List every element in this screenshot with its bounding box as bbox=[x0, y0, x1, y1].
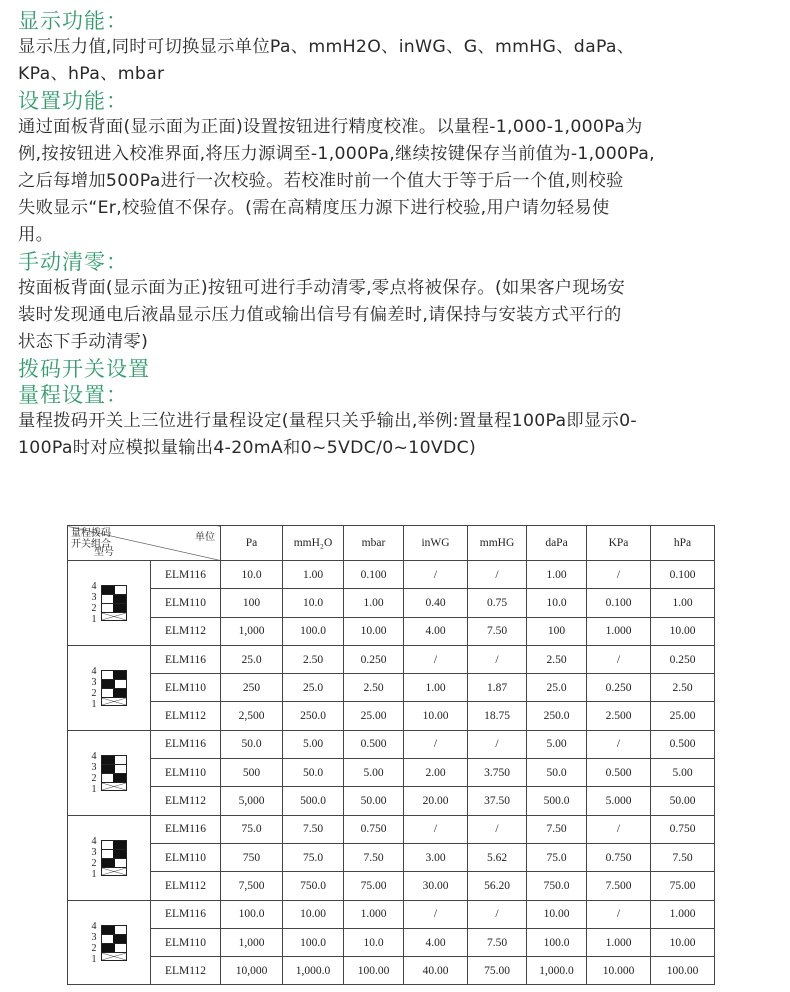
table-row bbox=[68, 900, 715, 928]
model-cell: ELM110 bbox=[151, 589, 221, 617]
switch-knob bbox=[102, 859, 115, 867]
value-cell: 1.000 bbox=[651, 900, 715, 928]
table-row bbox=[68, 589, 715, 617]
switch-knob bbox=[113, 841, 126, 849]
switch-toggle-box bbox=[101, 764, 127, 773]
value-cell: 50.0 bbox=[221, 730, 283, 758]
value-cell: 75.0 bbox=[527, 843, 587, 871]
corner-left-top: 量程拨码 bbox=[71, 528, 111, 539]
value-cell: 1.87 bbox=[468, 674, 527, 702]
table-row bbox=[68, 561, 715, 589]
value-cell: 40.00 bbox=[404, 957, 468, 985]
value-cell: / bbox=[587, 730, 651, 758]
value-cell: 0.500 bbox=[587, 759, 651, 787]
dip-switch-diagram bbox=[68, 836, 150, 880]
section-heading: 设置功能： bbox=[18, 89, 128, 113]
table-row bbox=[68, 702, 715, 730]
value-cell: 1.00 bbox=[651, 589, 715, 617]
value-cell: / bbox=[404, 815, 468, 843]
switch-knob bbox=[113, 774, 126, 782]
switch-position-number: 4 bbox=[91, 750, 97, 762]
model-cell: ELM116 bbox=[151, 815, 221, 843]
switch-boxes bbox=[101, 840, 127, 876]
value-cell: 100.00 bbox=[344, 957, 404, 985]
value-cell: / bbox=[468, 561, 527, 589]
switch-position-number: 4 bbox=[91, 835, 97, 847]
value-cell: 25.00 bbox=[651, 702, 715, 730]
value-cell: 56.20 bbox=[468, 872, 527, 900]
dip-switch-diagram bbox=[68, 921, 150, 965]
paragraph-line: 状态下手动清零) bbox=[18, 332, 149, 352]
value-cell: 1.000 bbox=[344, 900, 404, 928]
value-cell: 750.0 bbox=[283, 872, 344, 900]
value-cell: 50.00 bbox=[651, 787, 715, 815]
column-header: daPa bbox=[527, 526, 587, 561]
switch-position-numbers bbox=[92, 836, 97, 880]
value-cell: 1.00 bbox=[527, 561, 587, 589]
value-cell: 7.50 bbox=[468, 928, 527, 956]
value-cell: 750.0 bbox=[527, 872, 587, 900]
value-cell: 25.0 bbox=[221, 645, 283, 673]
switch-position-number: 4 bbox=[91, 665, 97, 677]
switch-toggle-box bbox=[101, 594, 127, 603]
switch-boxes bbox=[101, 585, 127, 621]
column-header: inWG bbox=[404, 526, 468, 561]
switch-position-number: 3 bbox=[91, 846, 97, 858]
switch-position-number: 1 bbox=[91, 613, 97, 625]
value-cell: 5.000 bbox=[587, 787, 651, 815]
value-cell: 100 bbox=[221, 589, 283, 617]
value-cell: 100 bbox=[527, 617, 587, 645]
value-cell: 750 bbox=[221, 843, 283, 871]
value-cell: 10.000 bbox=[587, 957, 651, 985]
switch-knob bbox=[113, 935, 126, 943]
model-cell: ELM112 bbox=[151, 872, 221, 900]
value-cell: 4.00 bbox=[404, 617, 468, 645]
table-row bbox=[68, 674, 715, 702]
column-header: hPa bbox=[651, 526, 715, 561]
dip-switch-diagram bbox=[68, 666, 150, 710]
model-cell: ELM112 bbox=[151, 787, 221, 815]
model-cell: ELM110 bbox=[151, 843, 221, 871]
value-cell: / bbox=[587, 900, 651, 928]
value-cell: 100.0 bbox=[283, 617, 344, 645]
value-cell: 5,000 bbox=[221, 787, 283, 815]
section-heading: 拨码开关设置 bbox=[18, 357, 150, 381]
value-cell: 10.0 bbox=[344, 928, 404, 956]
switch-position-number: 1 bbox=[91, 868, 97, 880]
value-cell: 0.500 bbox=[344, 730, 404, 758]
section-heading: 手动清零： bbox=[18, 250, 128, 274]
switch-toggle-box bbox=[101, 840, 127, 849]
value-cell: 2.00 bbox=[404, 759, 468, 787]
switch-position-number: 3 bbox=[91, 591, 97, 603]
switch-position-number: 3 bbox=[91, 676, 97, 688]
switch-toggle-box bbox=[101, 849, 127, 858]
table-header-row bbox=[68, 526, 715, 561]
table-row bbox=[68, 815, 715, 843]
switch-knob bbox=[113, 604, 126, 612]
value-cell: 50.00 bbox=[344, 787, 404, 815]
value-cell: 0.750 bbox=[587, 843, 651, 871]
column-header: mmHG bbox=[468, 526, 527, 561]
paragraph-line: 显示压力值,同时可切换显示单位Pa、mmH2O、inWG、G、mmHG、daPa、 bbox=[18, 37, 635, 57]
switch-unused-box bbox=[101, 952, 127, 961]
model-cell: ELM116 bbox=[151, 561, 221, 589]
value-cell: 75.0 bbox=[221, 815, 283, 843]
switch-position-numbers bbox=[92, 921, 97, 965]
switch-position-number: 2 bbox=[91, 602, 97, 614]
switch-boxes bbox=[101, 755, 127, 791]
value-cell: / bbox=[587, 645, 651, 673]
value-cell: 25.0 bbox=[527, 674, 587, 702]
value-cell: 0.250 bbox=[344, 645, 404, 673]
value-cell: 4.00 bbox=[404, 928, 468, 956]
value-cell: 10,000 bbox=[221, 957, 283, 985]
model-cell: ELM112 bbox=[151, 702, 221, 730]
value-cell: 0.250 bbox=[587, 674, 651, 702]
value-cell: 5.62 bbox=[468, 843, 527, 871]
value-cell: 7.500 bbox=[587, 872, 651, 900]
value-cell: 10.0 bbox=[283, 589, 344, 617]
value-cell: 100.00 bbox=[651, 957, 715, 985]
value-cell: 75.00 bbox=[344, 872, 404, 900]
switch-toggle-box bbox=[101, 670, 127, 679]
value-cell: 75.0 bbox=[283, 843, 344, 871]
switch-boxes bbox=[101, 925, 127, 961]
value-cell: 100.0 bbox=[527, 928, 587, 956]
dip-switch-cell bbox=[68, 815, 151, 900]
value-cell: 1,000 bbox=[221, 617, 283, 645]
model-cell: ELM116 bbox=[151, 730, 221, 758]
value-cell: 2,500 bbox=[221, 702, 283, 730]
switch-knob bbox=[102, 765, 115, 773]
value-cell: 7.50 bbox=[283, 815, 344, 843]
value-cell: 1.00 bbox=[404, 674, 468, 702]
dip-switch-cell bbox=[68, 561, 151, 646]
switch-knob bbox=[102, 680, 115, 688]
switch-unused-box bbox=[101, 612, 127, 621]
value-cell: 10.00 bbox=[527, 900, 587, 928]
value-cell: / bbox=[587, 815, 651, 843]
switch-toggle-box bbox=[101, 585, 127, 594]
switch-position-number: 4 bbox=[91, 920, 97, 932]
table-row bbox=[68, 843, 715, 871]
value-cell: 2.50 bbox=[344, 674, 404, 702]
value-cell: 5.00 bbox=[283, 730, 344, 758]
dip-switch-range-table bbox=[67, 525, 715, 985]
switch-position-number: 2 bbox=[91, 942, 97, 954]
dip-switch-diagram bbox=[68, 581, 150, 625]
column-header: mbar bbox=[344, 526, 404, 561]
value-cell: 1.000 bbox=[587, 617, 651, 645]
value-cell: 100.0 bbox=[283, 928, 344, 956]
value-cell: 2.50 bbox=[651, 674, 715, 702]
switch-knob bbox=[102, 586, 115, 594]
value-cell: 7,500 bbox=[221, 872, 283, 900]
switch-unused-box bbox=[101, 697, 127, 706]
switch-toggle-box bbox=[101, 755, 127, 764]
table-row bbox=[68, 872, 715, 900]
switch-toggle-box bbox=[101, 925, 127, 934]
value-cell: 2.50 bbox=[283, 645, 344, 673]
switch-position-number: 1 bbox=[91, 698, 97, 710]
value-cell: 1.00 bbox=[344, 589, 404, 617]
paragraph-line: 之后每增加500Pa进行一次校验。若校准时前一个值大于等于后一个值,则校验 bbox=[18, 171, 624, 191]
value-cell: 1,000.0 bbox=[283, 957, 344, 985]
value-cell: 37.50 bbox=[468, 787, 527, 815]
switch-knob bbox=[102, 756, 115, 764]
table-row bbox=[68, 957, 715, 985]
document-text bbox=[18, 8, 778, 462]
corner-header-cell bbox=[68, 526, 221, 561]
value-cell: 500.0 bbox=[527, 787, 587, 815]
value-cell: 2.50 bbox=[527, 645, 587, 673]
section-heading: 显示功能： bbox=[18, 9, 128, 33]
value-cell: 1.00 bbox=[283, 561, 344, 589]
value-cell: 3.00 bbox=[404, 843, 468, 871]
value-cell: 100.0 bbox=[221, 900, 283, 928]
value-cell: 10.00 bbox=[283, 900, 344, 928]
switch-position-numbers bbox=[92, 581, 97, 625]
value-cell: 7.50 bbox=[344, 843, 404, 871]
value-cell: 5.00 bbox=[651, 759, 715, 787]
table-row bbox=[68, 730, 715, 758]
value-cell: 0.100 bbox=[651, 561, 715, 589]
paragraph-line: 失败显示“Er,校验值不保存。(需在高精度压力源下进行校验,用户请勿轻易使 bbox=[18, 198, 610, 218]
value-cell: / bbox=[404, 645, 468, 673]
switch-unused-box bbox=[101, 782, 127, 791]
paragraph-line: 按面板背面(显示面为正)按钮可进行手动清零,零点将被保存。(如果客户现场安 bbox=[18, 278, 626, 298]
value-cell: 3.750 bbox=[468, 759, 527, 787]
value-cell: 5.00 bbox=[344, 759, 404, 787]
paragraph-line: 通过面板背面(显示面为正面)设置按钮进行精度校准。以量程-1,000-1,000Pa为 bbox=[18, 117, 643, 137]
value-cell: 10.00 bbox=[651, 617, 715, 645]
table-row bbox=[68, 928, 715, 956]
switch-toggle-box bbox=[101, 603, 127, 612]
switch-toggle-box bbox=[101, 688, 127, 697]
model-cell: ELM112 bbox=[151, 617, 221, 645]
corner-left-bottom: 开关组合 bbox=[71, 539, 111, 550]
switch-knob bbox=[102, 944, 115, 952]
switch-knob bbox=[102, 926, 115, 934]
value-cell: 2.500 bbox=[587, 702, 651, 730]
paragraph-line: 用。 bbox=[18, 225, 54, 245]
paragraph-line: 例,按按钮进入校准界面,将压力源调至-1,000Pa,继续按键保存当前值为-1,000Pa, bbox=[18, 144, 655, 164]
model-cell: ELM116 bbox=[151, 645, 221, 673]
value-cell: 50.0 bbox=[283, 759, 344, 787]
value-cell: 30.00 bbox=[404, 872, 468, 900]
value-cell: 25.0 bbox=[283, 674, 344, 702]
column-header: Pa bbox=[221, 526, 283, 561]
column-header: mmH₂O bbox=[283, 526, 344, 561]
switch-position-numbers bbox=[92, 751, 97, 795]
table-row bbox=[68, 759, 715, 787]
switch-position-number: 1 bbox=[91, 783, 97, 795]
switch-knob bbox=[113, 689, 126, 697]
switch-position-number: 3 bbox=[91, 761, 97, 773]
section-heading: 量程设置： bbox=[18, 383, 128, 407]
model-cell: ELM116 bbox=[151, 900, 221, 928]
value-cell: / bbox=[404, 900, 468, 928]
paragraph-line: 装时发现通电后液晶显示压力值或输出信号有偏差时,请保持与安装方式平行的 bbox=[18, 305, 622, 325]
switch-position-number: 2 bbox=[91, 857, 97, 869]
table-body bbox=[68, 561, 715, 985]
value-cell: / bbox=[587, 561, 651, 589]
switch-unused-box bbox=[101, 867, 127, 876]
value-cell: / bbox=[468, 645, 527, 673]
switch-toggle-box bbox=[101, 934, 127, 943]
switch-toggle-box bbox=[101, 679, 127, 688]
model-cell: ELM110 bbox=[151, 674, 221, 702]
value-cell: 0.75 bbox=[468, 589, 527, 617]
value-cell: / bbox=[404, 730, 468, 758]
value-cell: 5.00 bbox=[527, 730, 587, 758]
dip-switch-range-table-wrap bbox=[67, 525, 714, 989]
corner-unit-label: 单位 bbox=[195, 532, 215, 543]
value-cell: 10.0 bbox=[527, 589, 587, 617]
corner-model-label: 型号 bbox=[94, 547, 114, 558]
value-cell: 0.750 bbox=[344, 815, 404, 843]
switch-position-number: 2 bbox=[91, 772, 97, 784]
dip-switch-cell bbox=[68, 730, 151, 815]
paragraph-line: 量程拨码开关上三位进行量程设定(量程只关乎输出,举例:置量程100Pa即显示0- bbox=[18, 411, 637, 431]
switch-boxes bbox=[101, 670, 127, 706]
dip-switch-diagram bbox=[68, 751, 150, 795]
switch-position-number: 3 bbox=[91, 931, 97, 943]
table-row bbox=[68, 645, 715, 673]
value-cell: 0.100 bbox=[344, 561, 404, 589]
model-cell: ELM110 bbox=[151, 759, 221, 787]
model-cell: ELM112 bbox=[151, 957, 221, 985]
value-cell: 250 bbox=[221, 674, 283, 702]
value-cell: 75.00 bbox=[468, 957, 527, 985]
paragraph-line: 100Pa时对应模拟量输出4-20mA和0~5VDC/0~10VDC) bbox=[18, 438, 477, 458]
value-cell: 25.00 bbox=[344, 702, 404, 730]
switch-knob bbox=[113, 671, 126, 679]
value-cell: 18.75 bbox=[468, 702, 527, 730]
value-cell: / bbox=[468, 900, 527, 928]
value-cell: 50.0 bbox=[527, 759, 587, 787]
switch-position-numbers bbox=[92, 666, 97, 710]
table-row bbox=[68, 787, 715, 815]
switch-toggle-box bbox=[101, 943, 127, 952]
table-row bbox=[68, 617, 715, 645]
switch-knob bbox=[113, 595, 126, 603]
value-cell: 20.00 bbox=[404, 787, 468, 815]
value-cell: 10.00 bbox=[651, 928, 715, 956]
value-cell: 500.0 bbox=[283, 787, 344, 815]
dip-switch-cell bbox=[68, 900, 151, 985]
value-cell: 10.00 bbox=[344, 617, 404, 645]
value-cell: / bbox=[468, 815, 527, 843]
model-cell: ELM110 bbox=[151, 928, 221, 956]
value-cell: 7.50 bbox=[527, 815, 587, 843]
value-cell: 10.00 bbox=[404, 702, 468, 730]
value-cell: 75.00 bbox=[651, 872, 715, 900]
switch-knob bbox=[113, 850, 126, 858]
value-cell: 500 bbox=[221, 759, 283, 787]
value-cell: 7.50 bbox=[651, 843, 715, 871]
column-header: KPa bbox=[587, 526, 651, 561]
value-cell: 10.0 bbox=[221, 561, 283, 589]
switch-position-number: 1 bbox=[91, 953, 97, 965]
value-cell: / bbox=[404, 561, 468, 589]
switch-position-number: 4 bbox=[91, 580, 97, 592]
value-cell: 0.100 bbox=[587, 589, 651, 617]
value-cell: / bbox=[468, 730, 527, 758]
value-cell: 250.0 bbox=[527, 702, 587, 730]
value-cell: 0.250 bbox=[651, 645, 715, 673]
dip-switch-cell bbox=[68, 645, 151, 730]
switch-toggle-box bbox=[101, 858, 127, 867]
value-cell: 1.000 bbox=[587, 928, 651, 956]
value-cell: 0.500 bbox=[651, 730, 715, 758]
value-cell: 1,000 bbox=[221, 928, 283, 956]
value-cell: 250.0 bbox=[283, 702, 344, 730]
switch-position-number: 2 bbox=[91, 687, 97, 699]
value-cell: 1,000.0 bbox=[527, 957, 587, 985]
paragraph-line: KPa、hPa、mbar bbox=[18, 64, 165, 84]
value-cell: 7.50 bbox=[468, 617, 527, 645]
value-cell: 0.40 bbox=[404, 589, 468, 617]
switch-toggle-box bbox=[101, 773, 127, 782]
value-cell: 0.750 bbox=[651, 815, 715, 843]
